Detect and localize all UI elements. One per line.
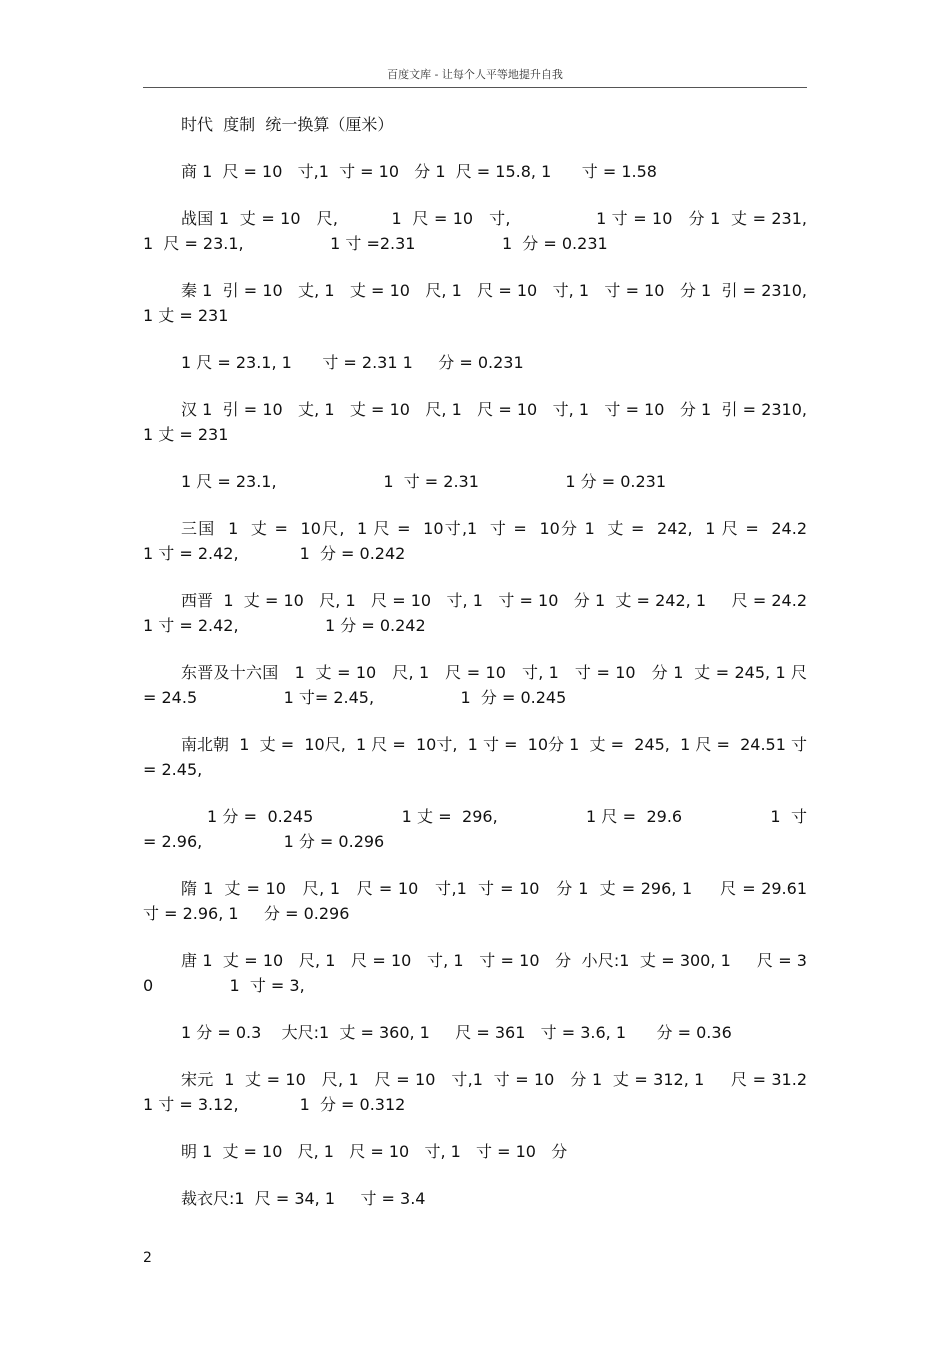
- paragraph-han: 汉 1 引 = 10 丈, 1 丈 = 10 尺, 1 尺 = 10 寸, 1 寸 = 10 分 1 引 = 2310, 1 丈 = 231: [143, 400, 813, 444]
- paragraph-tang: 唐 1 丈 = 10 尺, 1 尺 = 10 寸, 1 寸 = 10 分 小尺:1 丈 = 300, 1 尺 = 30 1 寸 = 3,: [143, 951, 807, 995]
- page-header: [143, 62, 807, 88]
- paragraph-qin: 秦 1 引 = 10 丈, 1 丈 = 10 尺, 1 尺 = 10 寸, 1 寸 = 10 分 1 引 = 2310, 1 丈 = 231: [143, 281, 813, 325]
- paragraph-shang: 商 1 尺 = 10 寸,1 寸 = 10 分 1 尺 = 15.8, 1 寸 = 1.58: [181, 162, 657, 181]
- paragraph-caiyichi: 裁衣尺:1 尺 = 34, 1 寸 = 3.4: [181, 1189, 426, 1208]
- paragraph-title: 时代 度制 统一换算（厘米）: [181, 115, 394, 134]
- paragraph-tang-values: 1 分 = 0.3 大尺:1 丈 = 360, 1 尺 = 361 寸 = 3.6, 1 分 = 0.36: [181, 1023, 732, 1042]
- paragraph-songyuan: 宋元 1 丈 = 10 尺, 1 尺 = 10 寸,1 寸 = 10 分 1 丈 = 312, 1 尺 = 31.2 1 寸 = 3.12, 1 分 = 0.312: [143, 1070, 889, 1114]
- paragraph-sanguo: 三国 1 丈 = 10尺, 1 尺 = 10寸,1 寸 = 10分 1 丈 = 242, 1 尺 = 24.2 1 寸 = 2.42, 1 分 = 0.242: [143, 519, 858, 563]
- paragraph-qin-values: 1 尺 = 23.1, 1 寸 = 2.31 1 分 = 0.231: [181, 353, 524, 372]
- header-text: 百度文库 - 让每个人平等地提升自我: [387, 68, 563, 81]
- page-number: 2: [143, 1250, 152, 1266]
- paragraph-nanbeichao-values: 1 分 = 0.245 1 丈 = 296, 1 尺 = 29.6 1 寸 = 2.96, 1 分 = 0.296: [143, 807, 813, 851]
- paragraph-sui: 隋 1 丈 = 10 尺, 1 尺 = 10 寸,1 寸 = 10 分 1 丈 = 296, 1 尺 = 29.61 寸 = 2.96, 1 分 = 0.296: [143, 879, 828, 923]
- paragraph-dongjin: 东晋及十六国 1 丈 = 10 尺, 1 尺 = 10 寸, 1 寸 = 10 分 1 丈 = 245, 1 尺 = 24.5 1 寸= 2.45, 1 分 = 0.245: [143, 663, 813, 707]
- paragraph-han-values: 1 尺 = 23.1, 1 寸 = 2.31 1 分 = 0.231: [181, 472, 667, 491]
- paragraph-nanbeichao: 南北朝 1 丈 = 10尺, 1 尺 = 10寸, 1 寸 = 10分 1 丈 = 245, 1 尺 = 24.51 寸 = 2.45,: [143, 735, 813, 779]
- paragraph-zhanguo: 战国 1 丈 = 10 尺, 1 尺 = 10 寸, 1 寸 = 10 分 1 丈 = 231, 1 尺 = 23.1, 1 寸 =2.31 1 分 = 0.231: [143, 209, 884, 253]
- document-body: [143, 112, 889, 1233]
- paragraph-xijin: 西晋 1 丈 = 10 尺, 1 尺 = 10 寸, 1 寸 = 10 分 1 丈 = 242, 1 尺 = 24.2 1 寸 = 2.42, 1 分 = 0.242: [143, 591, 889, 635]
- paragraph-ming: 明 1 丈 = 10 尺, 1 尺 = 10 寸, 1 寸 = 10 分: [181, 1142, 568, 1161]
